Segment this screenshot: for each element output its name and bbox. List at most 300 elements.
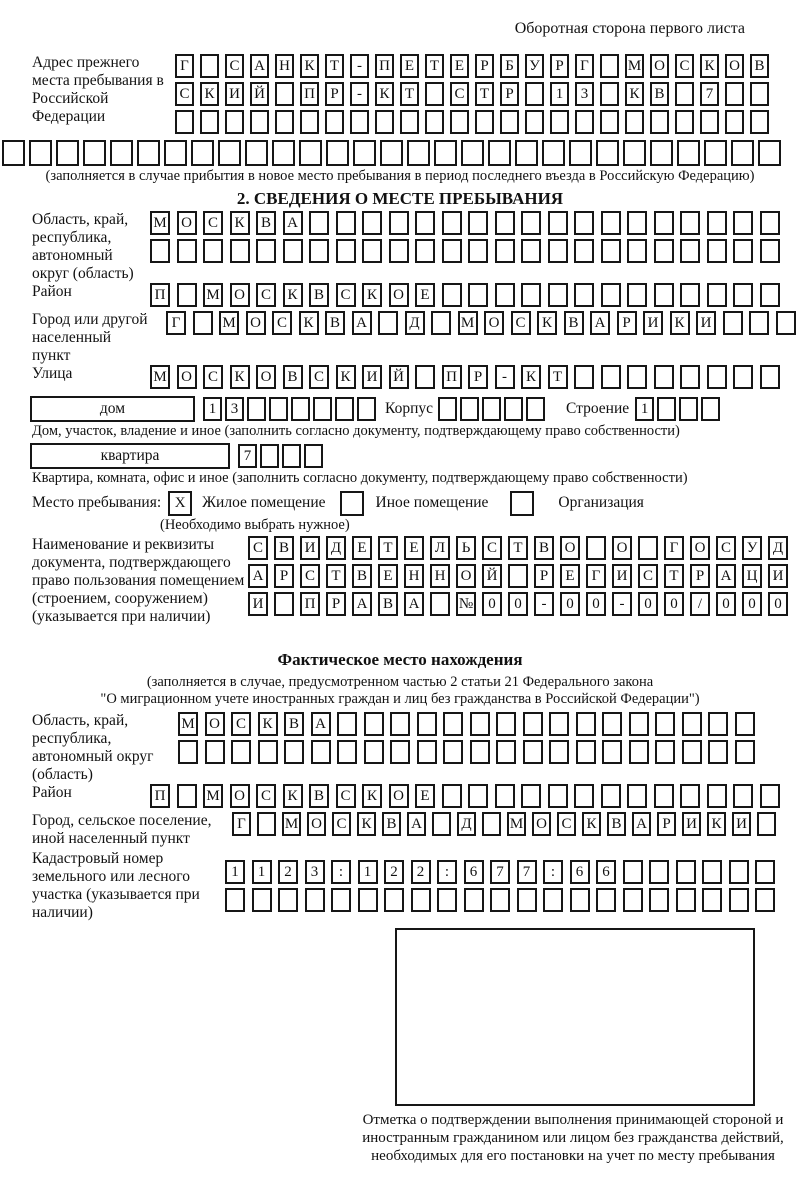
char-cell[interactable]: К bbox=[336, 365, 356, 389]
char-cell[interactable]: - bbox=[495, 365, 515, 389]
char-cell[interactable] bbox=[225, 110, 244, 134]
char-cell[interactable]: А bbox=[590, 311, 610, 335]
char-cell[interactable]: Е bbox=[415, 784, 435, 808]
char-cell[interactable] bbox=[549, 740, 569, 764]
char-cell[interactable]: Г bbox=[232, 812, 251, 836]
char-cell[interactable]: Т bbox=[548, 365, 568, 389]
char-cell[interactable]: О bbox=[560, 536, 580, 560]
char-cell[interactable]: И bbox=[362, 365, 382, 389]
char-cell[interactable] bbox=[313, 397, 332, 421]
char-cell[interactable]: О bbox=[650, 54, 669, 78]
char-cell[interactable] bbox=[350, 110, 369, 134]
char-cell[interactable]: М bbox=[150, 365, 170, 389]
char-cell[interactable] bbox=[570, 888, 590, 912]
char-cell[interactable] bbox=[623, 888, 643, 912]
char-cell[interactable] bbox=[523, 740, 543, 764]
house-number-cells[interactable] bbox=[203, 397, 379, 421]
stay-type-checkbox-residential[interactable]: X bbox=[168, 491, 192, 516]
char-cell[interactable]: А bbox=[352, 311, 372, 335]
stroenie-cells[interactable] bbox=[635, 397, 723, 421]
char-cell[interactable] bbox=[707, 365, 727, 389]
char-cell[interactable] bbox=[482, 812, 501, 836]
char-cell[interactable]: Е bbox=[450, 54, 469, 78]
char-cell[interactable]: Р bbox=[326, 592, 346, 616]
char-cell[interactable]: В bbox=[325, 311, 345, 335]
char-cell[interactable] bbox=[431, 311, 451, 335]
char-cell[interactable] bbox=[707, 239, 727, 263]
char-cell[interactable]: Р bbox=[550, 54, 569, 78]
char-cell[interactable] bbox=[725, 110, 744, 134]
char-cell[interactable] bbox=[548, 239, 568, 263]
char-cell[interactable]: С bbox=[225, 54, 244, 78]
char-cell[interactable] bbox=[525, 110, 544, 134]
char-cell[interactable] bbox=[468, 784, 488, 808]
char-cell[interactable] bbox=[601, 365, 621, 389]
char-cell[interactable] bbox=[654, 239, 674, 263]
actual-region-row-2[interactable] bbox=[178, 740, 761, 764]
char-cell[interactable] bbox=[750, 110, 769, 134]
char-cell[interactable] bbox=[654, 283, 674, 307]
char-cell[interactable]: О bbox=[177, 365, 197, 389]
char-cell[interactable] bbox=[602, 712, 622, 736]
char-cell[interactable]: А bbox=[283, 211, 303, 235]
char-cell[interactable] bbox=[442, 211, 462, 235]
char-cell[interactable] bbox=[627, 283, 647, 307]
char-cell[interactable]: О bbox=[230, 283, 250, 307]
char-cell[interactable]: Т bbox=[400, 82, 419, 106]
char-cell[interactable] bbox=[390, 740, 410, 764]
char-cell[interactable]: С bbox=[511, 311, 531, 335]
char-cell[interactable] bbox=[247, 397, 266, 421]
char-cell[interactable] bbox=[760, 239, 780, 263]
char-cell[interactable] bbox=[137, 140, 160, 166]
char-cell[interactable] bbox=[682, 740, 702, 764]
char-cell[interactable] bbox=[437, 888, 457, 912]
char-cell[interactable] bbox=[601, 211, 621, 235]
char-cell[interactable] bbox=[362, 211, 382, 235]
char-cell[interactable] bbox=[407, 140, 430, 166]
char-cell[interactable]: С bbox=[638, 564, 658, 588]
char-cell[interactable] bbox=[364, 740, 384, 764]
char-cell[interactable] bbox=[650, 110, 669, 134]
char-cell[interactable]: У bbox=[742, 536, 762, 560]
char-cell[interactable]: 7 bbox=[490, 860, 510, 884]
char-cell[interactable]: П bbox=[300, 592, 320, 616]
char-cell[interactable] bbox=[309, 239, 329, 263]
char-cell[interactable] bbox=[508, 564, 528, 588]
char-cell[interactable] bbox=[258, 740, 278, 764]
char-cell[interactable] bbox=[495, 211, 515, 235]
char-cell[interactable]: М bbox=[178, 712, 198, 736]
char-cell[interactable] bbox=[336, 239, 356, 263]
apartment-cells[interactable] bbox=[238, 444, 326, 468]
char-cell[interactable] bbox=[304, 444, 323, 468]
char-cell[interactable] bbox=[468, 211, 488, 235]
char-cell[interactable]: В bbox=[274, 536, 294, 560]
char-cell[interactable]: 2 bbox=[278, 860, 298, 884]
char-cell[interactable]: Д bbox=[326, 536, 346, 560]
char-cell[interactable]: П bbox=[375, 54, 394, 78]
char-cell[interactable] bbox=[627, 211, 647, 235]
char-cell[interactable]: И bbox=[643, 311, 663, 335]
prev-address-row-3[interactable] bbox=[175, 110, 775, 134]
char-cell[interactable]: О bbox=[725, 54, 744, 78]
char-cell[interactable]: К bbox=[283, 784, 303, 808]
char-cell[interactable]: 2 bbox=[384, 860, 404, 884]
char-cell[interactable] bbox=[707, 283, 727, 307]
char-cell[interactable] bbox=[225, 888, 245, 912]
char-cell[interactable] bbox=[305, 888, 325, 912]
char-cell[interactable] bbox=[601, 784, 621, 808]
char-cell[interactable] bbox=[654, 365, 674, 389]
char-cell[interactable] bbox=[596, 888, 616, 912]
char-cell[interactable] bbox=[29, 140, 52, 166]
char-cell[interactable] bbox=[336, 211, 356, 235]
char-cell[interactable]: Г bbox=[586, 564, 606, 588]
char-cell[interactable]: Т bbox=[378, 536, 398, 560]
char-cell[interactable]: 0 bbox=[482, 592, 502, 616]
char-cell[interactable] bbox=[521, 283, 541, 307]
char-cell[interactable] bbox=[275, 110, 294, 134]
char-cell[interactable] bbox=[627, 365, 647, 389]
char-cell[interactable] bbox=[468, 239, 488, 263]
char-cell[interactable] bbox=[576, 712, 596, 736]
char-cell[interactable]: Р bbox=[468, 365, 488, 389]
char-cell[interactable] bbox=[733, 283, 753, 307]
char-cell[interactable] bbox=[708, 712, 728, 736]
char-cell[interactable] bbox=[175, 110, 194, 134]
char-cell[interactable] bbox=[164, 140, 187, 166]
char-cell[interactable]: - bbox=[350, 54, 369, 78]
char-cell[interactable]: М bbox=[625, 54, 644, 78]
char-cell[interactable]: Т bbox=[664, 564, 684, 588]
char-cell[interactable] bbox=[291, 397, 310, 421]
char-cell[interactable]: Д bbox=[457, 812, 476, 836]
char-cell[interactable]: Т bbox=[425, 54, 444, 78]
char-cell[interactable]: А bbox=[716, 564, 736, 588]
char-cell[interactable]: И bbox=[732, 812, 751, 836]
char-cell[interactable] bbox=[482, 397, 501, 421]
char-cell[interactable]: К bbox=[707, 812, 726, 836]
char-cell[interactable] bbox=[523, 712, 543, 736]
char-cell[interactable] bbox=[384, 888, 404, 912]
char-cell[interactable] bbox=[521, 211, 541, 235]
char-cell[interactable]: 2 bbox=[411, 860, 431, 884]
char-cell[interactable] bbox=[326, 140, 349, 166]
actual-region-row-1[interactable] bbox=[178, 712, 761, 736]
char-cell[interactable] bbox=[337, 740, 357, 764]
char-cell[interactable]: 0 bbox=[586, 592, 606, 616]
char-cell[interactable]: 3 bbox=[575, 82, 594, 106]
char-cell[interactable] bbox=[430, 592, 450, 616]
char-cell[interactable]: А bbox=[404, 592, 424, 616]
char-cell[interactable]: О bbox=[389, 784, 409, 808]
char-cell[interactable]: В bbox=[607, 812, 626, 836]
char-cell[interactable]: С bbox=[716, 536, 736, 560]
char-cell[interactable] bbox=[707, 211, 727, 235]
char-cell[interactable] bbox=[676, 860, 696, 884]
char-cell[interactable]: К bbox=[230, 365, 250, 389]
char-cell[interactable] bbox=[309, 211, 329, 235]
char-cell[interactable] bbox=[625, 110, 644, 134]
char-cell[interactable]: К bbox=[625, 82, 644, 106]
char-cell[interactable]: Р bbox=[274, 564, 294, 588]
char-cell[interactable]: - bbox=[612, 592, 632, 616]
char-cell[interactable]: В bbox=[378, 592, 398, 616]
char-cell[interactable] bbox=[411, 888, 431, 912]
char-cell[interactable] bbox=[389, 239, 409, 263]
char-cell[interactable]: Т bbox=[475, 82, 494, 106]
char-cell[interactable]: Р bbox=[475, 54, 494, 78]
char-cell[interactable] bbox=[600, 110, 619, 134]
stay-type-checkbox-other[interactable] bbox=[340, 491, 364, 516]
char-cell[interactable] bbox=[735, 712, 755, 736]
char-cell[interactable] bbox=[702, 860, 722, 884]
char-cell[interactable] bbox=[200, 110, 219, 134]
char-cell[interactable] bbox=[776, 311, 796, 335]
char-cell[interactable] bbox=[680, 784, 700, 808]
char-cell[interactable]: 7 bbox=[238, 444, 257, 468]
char-cell[interactable]: А bbox=[407, 812, 426, 836]
char-cell[interactable] bbox=[353, 140, 376, 166]
char-cell[interactable] bbox=[325, 110, 344, 134]
char-cell[interactable] bbox=[442, 283, 462, 307]
cadastral-row-2[interactable] bbox=[225, 888, 782, 912]
char-cell[interactable]: Р bbox=[690, 564, 710, 588]
char-cell[interactable] bbox=[623, 140, 646, 166]
char-cell[interactable] bbox=[574, 211, 594, 235]
char-cell[interactable] bbox=[521, 239, 541, 263]
char-cell[interactable]: К bbox=[521, 365, 541, 389]
char-cell[interactable]: Г bbox=[664, 536, 684, 560]
document-row-1[interactable] bbox=[248, 536, 794, 560]
char-cell[interactable] bbox=[655, 712, 675, 736]
char-cell[interactable]: Б bbox=[500, 54, 519, 78]
char-cell[interactable] bbox=[654, 784, 674, 808]
char-cell[interactable] bbox=[576, 740, 596, 764]
char-cell[interactable]: М bbox=[203, 784, 223, 808]
char-cell[interactable] bbox=[677, 140, 700, 166]
char-cell[interactable] bbox=[496, 712, 516, 736]
char-cell[interactable] bbox=[380, 140, 403, 166]
char-cell[interactable] bbox=[390, 712, 410, 736]
char-cell[interactable]: И bbox=[682, 812, 701, 836]
char-cell[interactable]: А bbox=[248, 564, 268, 588]
char-cell[interactable] bbox=[331, 888, 351, 912]
char-cell[interactable] bbox=[542, 140, 565, 166]
char-cell[interactable]: С bbox=[256, 784, 276, 808]
char-cell[interactable] bbox=[549, 712, 569, 736]
char-cell[interactable] bbox=[203, 239, 223, 263]
char-cell[interactable]: С bbox=[203, 365, 223, 389]
char-cell[interactable]: - bbox=[350, 82, 369, 106]
char-cell[interactable]: С bbox=[309, 365, 329, 389]
char-cell[interactable]: П bbox=[300, 82, 319, 106]
char-cell[interactable]: Р bbox=[617, 311, 637, 335]
char-cell[interactable]: : bbox=[543, 860, 563, 884]
char-cell[interactable] bbox=[177, 784, 197, 808]
char-cell[interactable]: У bbox=[525, 54, 544, 78]
char-cell[interactable] bbox=[675, 82, 694, 106]
char-cell[interactable] bbox=[269, 397, 288, 421]
char-cell[interactable] bbox=[260, 444, 279, 468]
char-cell[interactable]: А bbox=[352, 592, 372, 616]
char-cell[interactable] bbox=[150, 239, 170, 263]
char-cell[interactable]: О bbox=[307, 812, 326, 836]
char-cell[interactable]: Е bbox=[415, 283, 435, 307]
char-cell[interactable] bbox=[250, 110, 269, 134]
char-cell[interactable]: 1 bbox=[358, 860, 378, 884]
char-cell[interactable] bbox=[586, 536, 606, 560]
char-cell[interactable]: О bbox=[532, 812, 551, 836]
char-cell[interactable] bbox=[389, 211, 409, 235]
char-cell[interactable] bbox=[375, 110, 394, 134]
char-cell[interactable] bbox=[461, 140, 484, 166]
char-cell[interactable] bbox=[600, 54, 619, 78]
char-cell[interactable]: Й bbox=[389, 365, 409, 389]
char-cell[interactable] bbox=[729, 860, 749, 884]
char-cell[interactable]: Г bbox=[575, 54, 594, 78]
char-cell[interactable]: О bbox=[246, 311, 266, 335]
char-cell[interactable] bbox=[700, 110, 719, 134]
char-cell[interactable]: И bbox=[696, 311, 716, 335]
district-row[interactable] bbox=[150, 283, 786, 307]
char-cell[interactable] bbox=[649, 888, 669, 912]
char-cell[interactable] bbox=[417, 740, 437, 764]
char-cell[interactable] bbox=[443, 740, 463, 764]
char-cell[interactable] bbox=[415, 239, 435, 263]
char-cell[interactable] bbox=[731, 140, 754, 166]
char-cell[interactable]: Ц bbox=[742, 564, 762, 588]
char-cell[interactable] bbox=[495, 784, 515, 808]
char-cell[interactable] bbox=[299, 140, 322, 166]
char-cell[interactable]: А bbox=[311, 712, 331, 736]
char-cell[interactable] bbox=[755, 888, 775, 912]
char-cell[interactable] bbox=[679, 397, 698, 421]
char-cell[interactable] bbox=[649, 860, 669, 884]
char-cell[interactable] bbox=[733, 239, 753, 263]
char-cell[interactable] bbox=[252, 888, 272, 912]
char-cell[interactable]: № bbox=[456, 592, 476, 616]
char-cell[interactable] bbox=[500, 110, 519, 134]
char-cell[interactable]: М bbox=[150, 211, 170, 235]
char-cell[interactable] bbox=[460, 397, 479, 421]
char-cell[interactable] bbox=[470, 740, 490, 764]
char-cell[interactable] bbox=[425, 82, 444, 106]
actual-district-row[interactable] bbox=[150, 784, 786, 808]
char-cell[interactable] bbox=[358, 888, 378, 912]
char-cell[interactable]: Л bbox=[430, 536, 450, 560]
char-cell[interactable] bbox=[729, 888, 749, 912]
stay-type-checkbox-organization[interactable] bbox=[510, 491, 534, 516]
char-cell[interactable]: К bbox=[230, 211, 250, 235]
char-cell[interactable]: 1 bbox=[225, 860, 245, 884]
char-cell[interactable] bbox=[680, 365, 700, 389]
char-cell[interactable]: К bbox=[700, 54, 719, 78]
char-cell[interactable] bbox=[517, 888, 537, 912]
char-cell[interactable]: С bbox=[482, 536, 502, 560]
char-cell[interactable] bbox=[704, 140, 727, 166]
char-cell[interactable]: В bbox=[534, 536, 554, 560]
char-cell[interactable] bbox=[438, 397, 457, 421]
char-cell[interactable] bbox=[733, 784, 753, 808]
char-cell[interactable]: 1 bbox=[252, 860, 272, 884]
char-cell[interactable] bbox=[400, 110, 419, 134]
char-cell[interactable]: П bbox=[442, 365, 462, 389]
char-cell[interactable]: П bbox=[150, 784, 170, 808]
char-cell[interactable]: О bbox=[456, 564, 476, 588]
char-cell[interactable] bbox=[282, 444, 301, 468]
char-cell[interactable]: С bbox=[450, 82, 469, 106]
char-cell[interactable] bbox=[177, 283, 197, 307]
char-cell[interactable] bbox=[490, 888, 510, 912]
prev-address-row-2[interactable] bbox=[175, 82, 775, 106]
char-cell[interactable] bbox=[231, 740, 251, 764]
prev-address-row-1[interactable] bbox=[175, 54, 775, 78]
char-cell[interactable] bbox=[680, 283, 700, 307]
prev-address-row-4[interactable] bbox=[2, 140, 800, 166]
char-cell[interactable]: К bbox=[283, 283, 303, 307]
char-cell[interactable] bbox=[574, 365, 594, 389]
char-cell[interactable]: 0 bbox=[716, 592, 736, 616]
char-cell[interactable]: Д bbox=[405, 311, 425, 335]
char-cell[interactable] bbox=[680, 239, 700, 263]
char-cell[interactable]: В bbox=[382, 812, 401, 836]
char-cell[interactable]: В bbox=[750, 54, 769, 78]
char-cell[interactable] bbox=[750, 82, 769, 106]
region-row-1[interactable] bbox=[150, 211, 786, 235]
char-cell[interactable] bbox=[733, 211, 753, 235]
char-cell[interactable] bbox=[364, 712, 384, 736]
char-cell[interactable] bbox=[205, 740, 225, 764]
char-cell[interactable]: Ь bbox=[456, 536, 476, 560]
char-cell[interactable] bbox=[569, 140, 592, 166]
char-cell[interactable] bbox=[723, 311, 743, 335]
char-cell[interactable]: - bbox=[534, 592, 554, 616]
char-cell[interactable]: : bbox=[331, 860, 351, 884]
char-cell[interactable]: Р bbox=[325, 82, 344, 106]
char-cell[interactable] bbox=[707, 784, 727, 808]
char-cell[interactable] bbox=[575, 110, 594, 134]
char-cell[interactable] bbox=[2, 140, 25, 166]
char-cell[interactable]: Н bbox=[430, 564, 450, 588]
char-cell[interactable]: С bbox=[557, 812, 576, 836]
char-cell[interactable]: М bbox=[282, 812, 301, 836]
char-cell[interactable] bbox=[83, 140, 106, 166]
char-cell[interactable] bbox=[550, 110, 569, 134]
char-cell[interactable]: С bbox=[336, 283, 356, 307]
char-cell[interactable]: Р bbox=[657, 812, 676, 836]
char-cell[interactable] bbox=[468, 283, 488, 307]
char-cell[interactable] bbox=[629, 740, 649, 764]
char-cell[interactable] bbox=[432, 812, 451, 836]
document-row-3[interactable] bbox=[248, 592, 794, 616]
char-cell[interactable] bbox=[495, 283, 515, 307]
char-cell[interactable] bbox=[337, 712, 357, 736]
char-cell[interactable] bbox=[596, 140, 619, 166]
char-cell[interactable] bbox=[749, 311, 769, 335]
char-cell[interactable] bbox=[357, 397, 376, 421]
char-cell[interactable] bbox=[257, 812, 276, 836]
street-row[interactable] bbox=[150, 365, 786, 389]
char-cell[interactable] bbox=[680, 211, 700, 235]
char-cell[interactable]: С bbox=[675, 54, 694, 78]
char-cell[interactable] bbox=[548, 283, 568, 307]
char-cell[interactable] bbox=[735, 740, 755, 764]
char-cell[interactable]: С bbox=[203, 211, 223, 235]
char-cell[interactable]: О bbox=[690, 536, 710, 560]
char-cell[interactable]: А bbox=[632, 812, 651, 836]
